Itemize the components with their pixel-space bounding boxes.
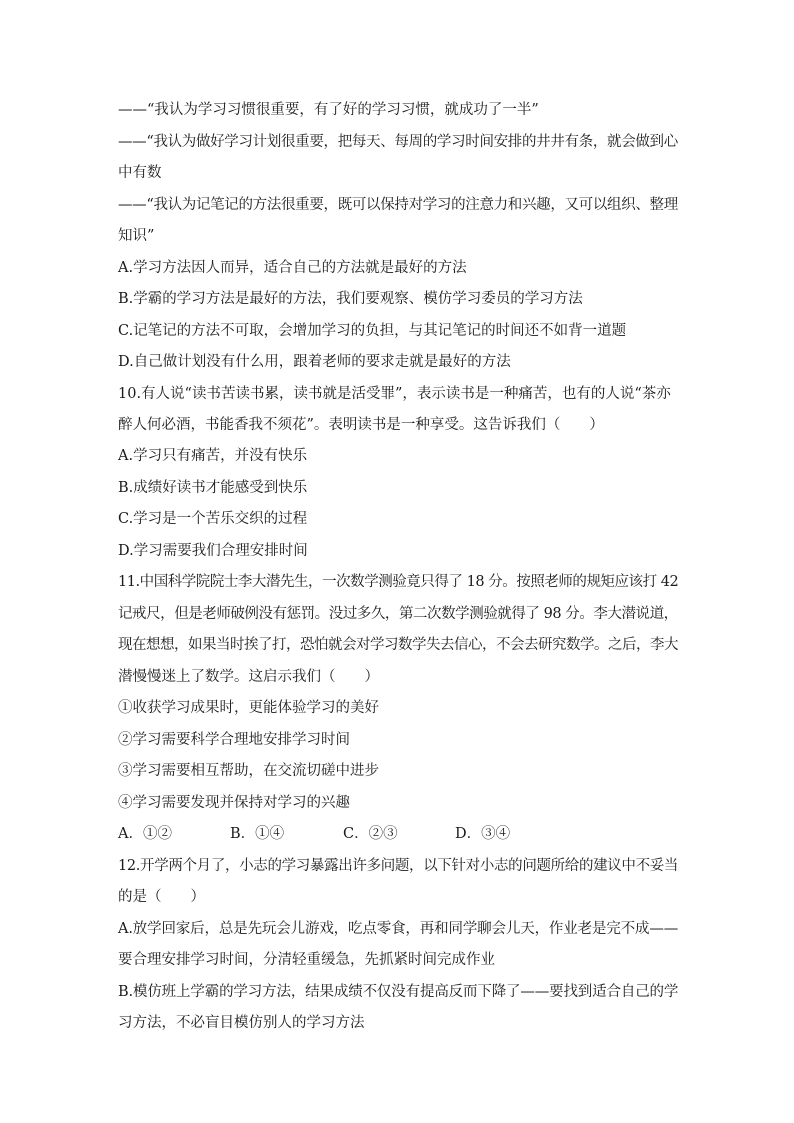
q11-statement-2: ②学习需要科学合理地安排学习时间: [118, 732, 350, 748]
q11-option-b: B．①④: [230, 826, 285, 842]
q10-stem-line-1: 10.有人说“读书苦读书累，读书就是活受罪”，表示读书是一种痛苦，也有的人说“茶亦: [118, 386, 671, 402]
q12-option-a-line-2: 要合理安排学习时间，分清轻重缓急，先抓紧时间完成作业: [118, 952, 495, 968]
q12-option-a-line-1: A.放学回家后，总是先玩会儿游戏，吃点零食，再和同学聊会儿天，作业老是完不成——: [118, 921, 679, 937]
q11-stem-line-3: 现在想想，如果当时挨了打，恐怕就会对学习数学失去信心，不会去研究数学。之后，李大: [118, 637, 678, 653]
q12-stem-line-2: 的是（ ）: [118, 889, 205, 905]
q11-options: [118, 824, 678, 844]
quote-line-1: ——“我认为学习习惯很重要，有了好的学习习惯，就成功了一半”: [118, 102, 539, 118]
quote-line-3: ——“我认为记笔记的方法很重要，既可以保持对学习的注意力和兴趣，又可以组织、整理: [118, 197, 678, 213]
q11-option-d: D．③④: [455, 826, 511, 842]
q11-statement-1: ①收获学习成果时，更能体验学习的美好: [118, 700, 379, 716]
q11-statement-3: ③学习需要相互帮助，在交流切磋中进步: [118, 763, 379, 779]
q11-option-c: C．②③: [343, 826, 398, 842]
q10-option-d: D.学习需要我们合理安排时间: [118, 543, 308, 559]
q9-option-a: A.学习方法因人而异，适合自己的方法就是最好的方法: [118, 260, 467, 276]
q12-option-b-line-1: B.模仿班上学霸的学习方法，结果成绩不仅没有提高反而下降了——要找到适合自己的学: [118, 984, 679, 1000]
q9-option-c: C.记笔记的方法不可取，会增加学习的负担，与其记笔记的时间还不如背一道题: [118, 323, 627, 339]
q10-stem-line-2: 醉人何必酒，书能香我不须花”。表明读书是一种享受。这告诉我们（ ）: [118, 417, 604, 433]
q9-option-b: B.学霸的学习方法是最好的方法，我们要观察、模仿学习委员的学习方法: [118, 291, 583, 307]
q10-option-c: C.学习是一个苦乐交织的过程: [118, 511, 308, 527]
q11-stem-line-2: 记戒尺，但是老师破例没有惩罚。没过多久，第二次数学测验就得了 98 分。李大潜说道，: [118, 606, 678, 622]
q10-option-a: A.学习只有痛苦，并没有快乐: [118, 448, 308, 464]
q11-option-a: A．①②: [118, 826, 172, 842]
q9-option-d: D.自己做计划没有什么用，跟着老师的要求走就是最好的方法: [118, 354, 511, 370]
quote-line-2-cont: 中有数: [118, 165, 162, 181]
quote-line-2: ——“我认为做好学习计划很重要，把每天、每周的学习时间安排的井井有条，就会做到心: [118, 134, 678, 150]
q12-stem-line-1: 12.开学两个月了，小志的学习暴露出许多问题，以下针对小志的问题所给的建议中不妥当: [118, 858, 679, 874]
q11-statement-4: ④学习需要发现并保持对学习的兴趣: [118, 795, 350, 811]
q10-option-b: B.成绩好读书才能感受到快乐: [118, 480, 308, 496]
quote-line-3-cont: 知识”: [118, 228, 155, 244]
q11-stem-line-1: 11.中国科学院院士李大潜先生，一次数学测验竟只得了 18 分。按照老师的规矩应该打 42: [118, 574, 679, 590]
q11-stem-line-4: 潜慢慢迷上了数学。这启示我们（ ）: [118, 669, 379, 685]
q12-option-b-line-2: 习方法，不必盲目模仿别人的学习方法: [118, 1015, 365, 1031]
